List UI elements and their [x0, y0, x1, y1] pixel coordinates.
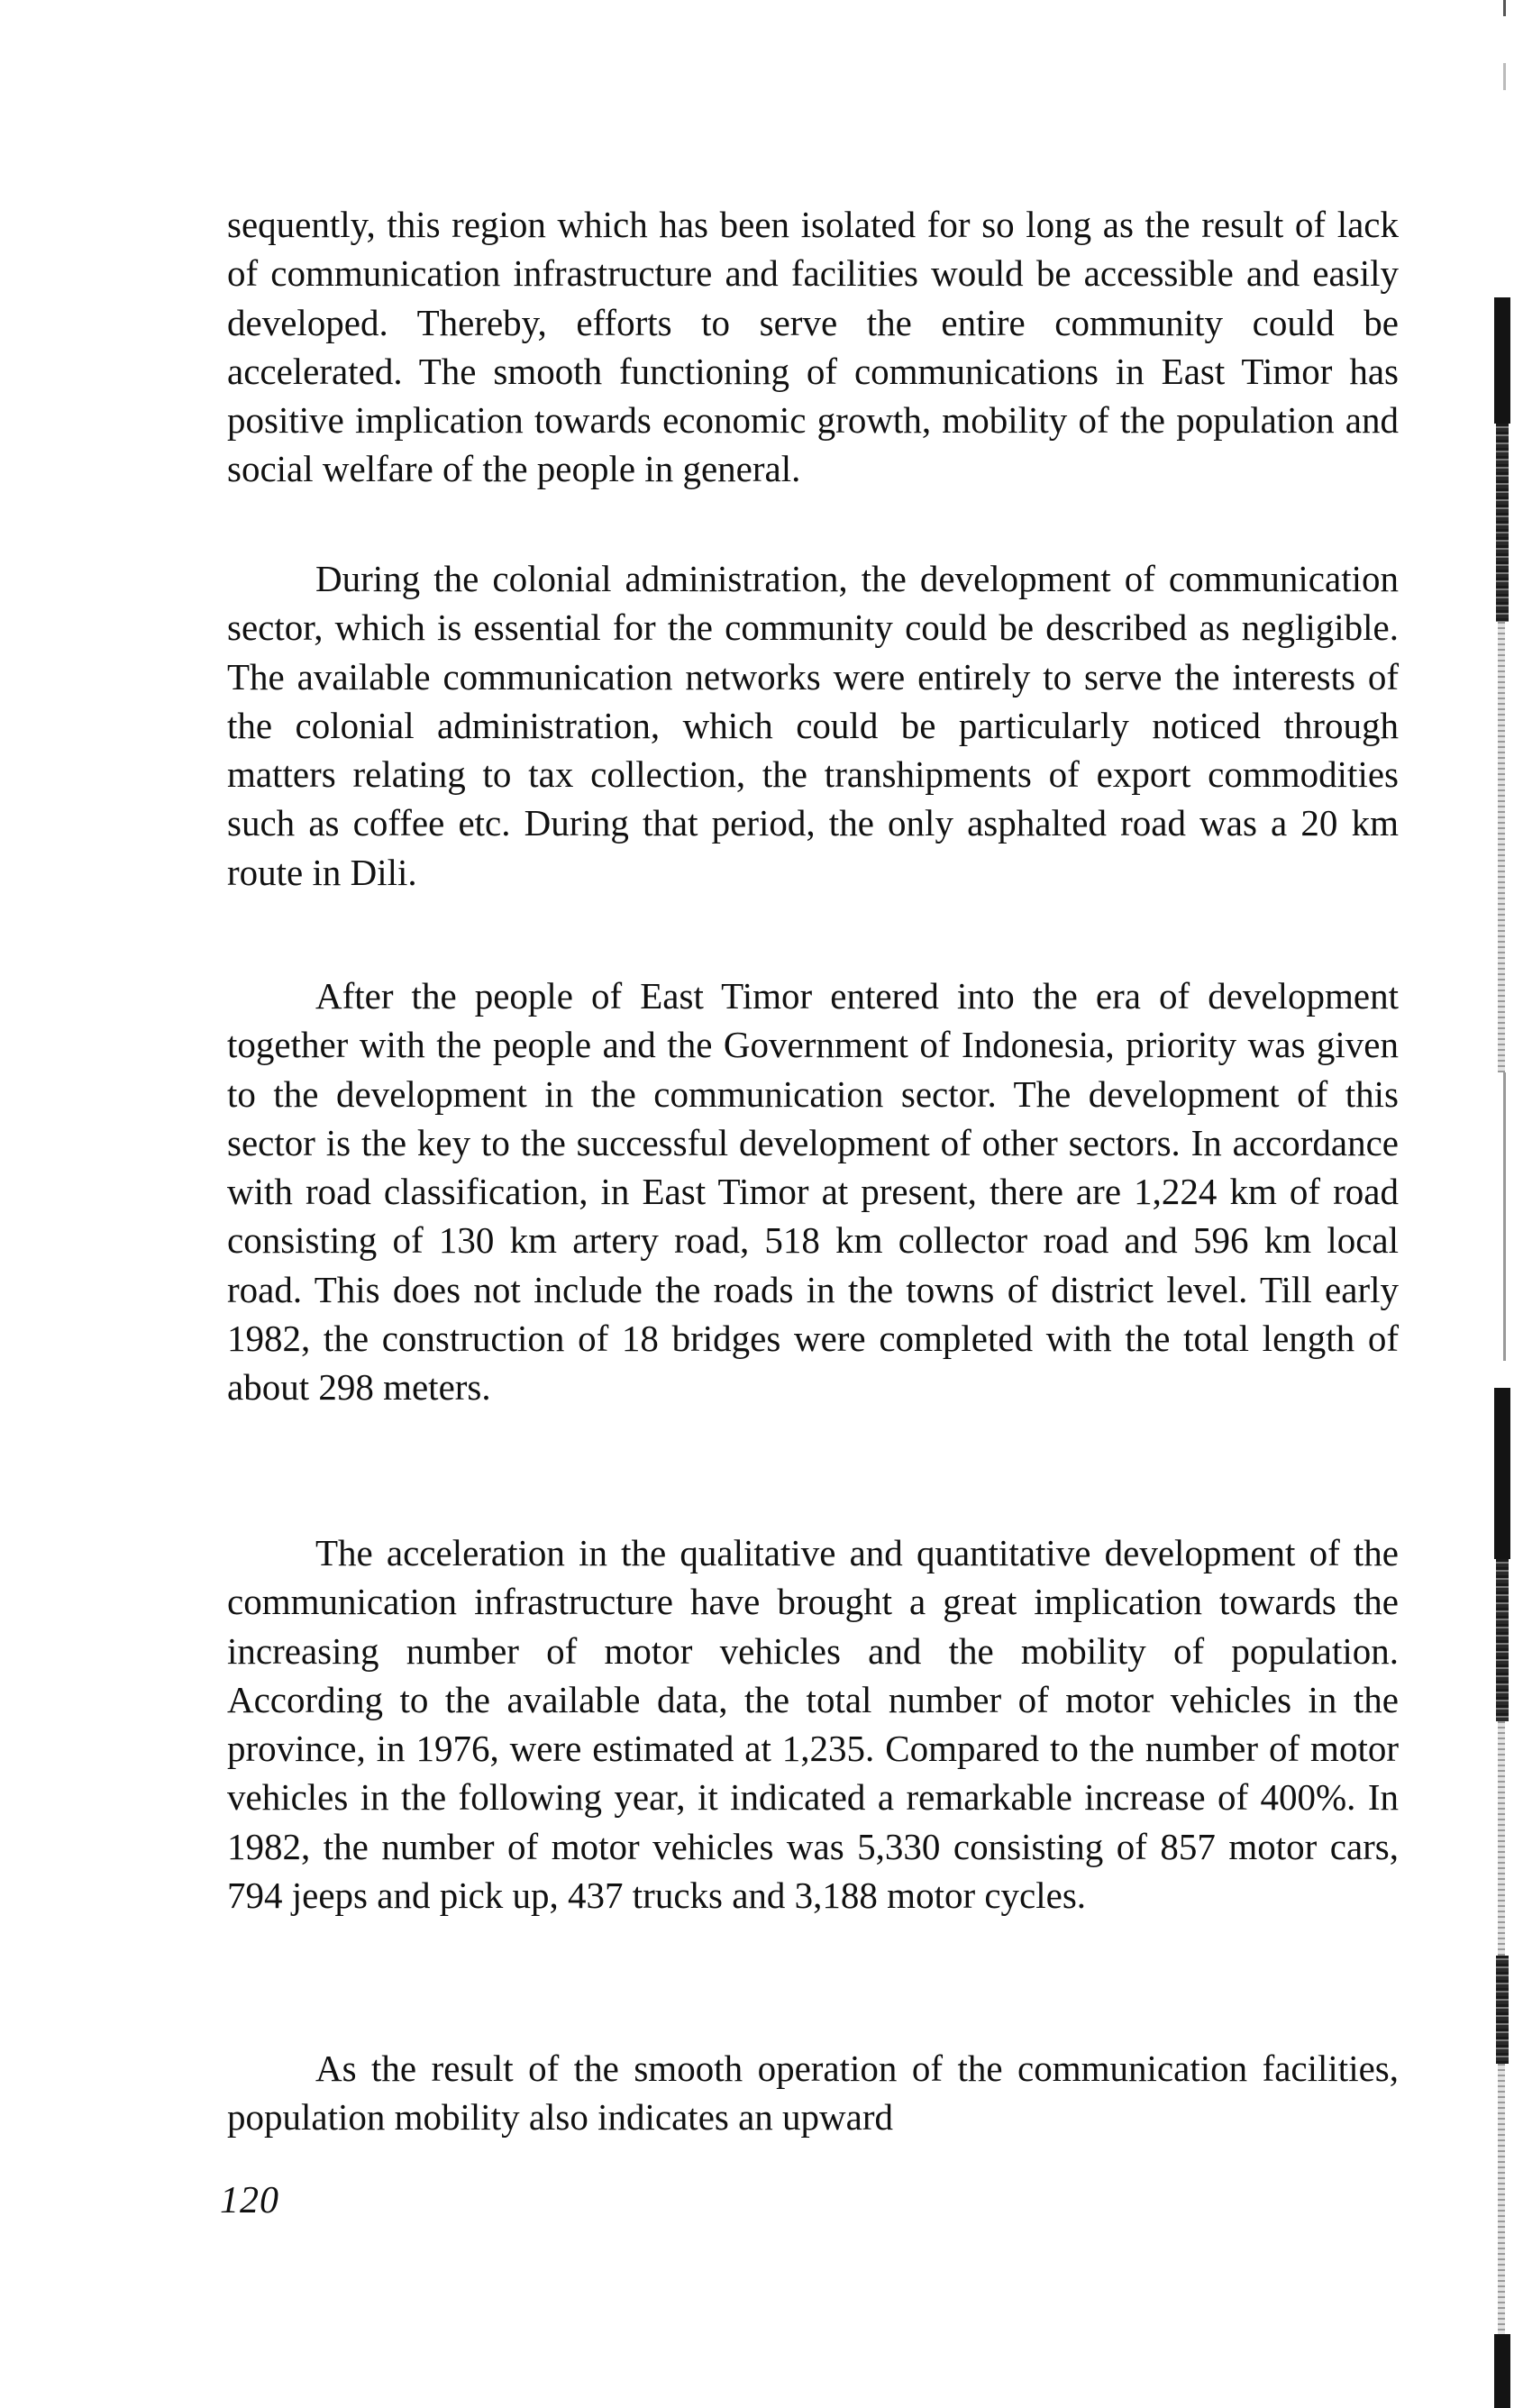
paragraph-motor-vehicles [227, 1528, 1399, 1920]
scan-mark [1496, 1559, 1509, 1721]
paragraph-population-mobility [227, 2044, 1399, 2142]
paragraph-text: The acceleration in the qualitative and quantitative development of the communication infrastructure have brought a great implication towards the increasing number of motor vehicles and the mobility of population. According to the available data, the total number of motor vehicles in the province, in 1976, were estimated at 1,235. Compared to the number of motor vehicles in the following year, it indicated a remarkable increase of 400%. In 1982, the number of motor vehicles was 5,330 consisting of 857 motor cars, 794 jeeps and pick up, 437 trucks and 3,188 motor cycles. [227, 1532, 1399, 1917]
paragraph-text: As the result of the smooth operation of the communication facilities, population mobility also indicates an upward [227, 2048, 1399, 2139]
paragraph-text: sequently, this region which has been isolated for so long as the result of lack of communication infrastructure and facilities would be accessible and easily developed. Thereby, efforts to serve the entire community could be accelerated. The smooth functioning of communications in East Timor has positive implication towards economic growth, mobility of the population and social welfare of the people in general. [227, 204, 1399, 490]
paragraph-colonial-administration [227, 554, 1399, 897]
scan-mark [1503, 63, 1506, 90]
scan-mark [1503, 1072, 1506, 1361]
scan-mark [1498, 1721, 1505, 1956]
paragraph-text: After the people of East Timor entered into the era of development together with the people and the Government of Indonesia, priority was given to the development in the communication sector. The development of this sector is the key to the successful development of other sectors. In accordance with road classification, in East Timor at present, there are 1,224 km of road consisting of 130 km artery road, 518 km collector road and 596 km local road. This does not include the roads in the towns of district level. Till early 1982, the construction of 18 bridges were completed with the total length of about 298 meters. [227, 975, 1399, 1409]
scan-mark [1498, 622, 1505, 1072]
scan-mark [1496, 424, 1509, 622]
scan-mark [1498, 2064, 1505, 2334]
page-number: 120 [220, 2180, 279, 2221]
paragraph-development-era [227, 971, 1399, 1412]
scan-mark [1496, 1956, 1509, 2064]
scan-mark [1494, 1388, 1510, 1559]
scan-edge-artifact [1489, 0, 1514, 2408]
paragraph-continuation [227, 200, 1399, 494]
paragraph-text: During the colonial administration, the development of communication sector, which is essential for the community could be described as negligible. The available communication networks were entirely to serve the interests of the colonial administration, which could be particularly noticed through matters relating to tax collection, the transhipments of export commodities such as coffee etc. During that period, the only asphalted road was a 20 km route in Dili. [227, 558, 1399, 893]
scan-mark [1494, 297, 1510, 424]
scan-mark [1494, 2334, 1510, 2408]
scan-mark [1503, 0, 1506, 16]
